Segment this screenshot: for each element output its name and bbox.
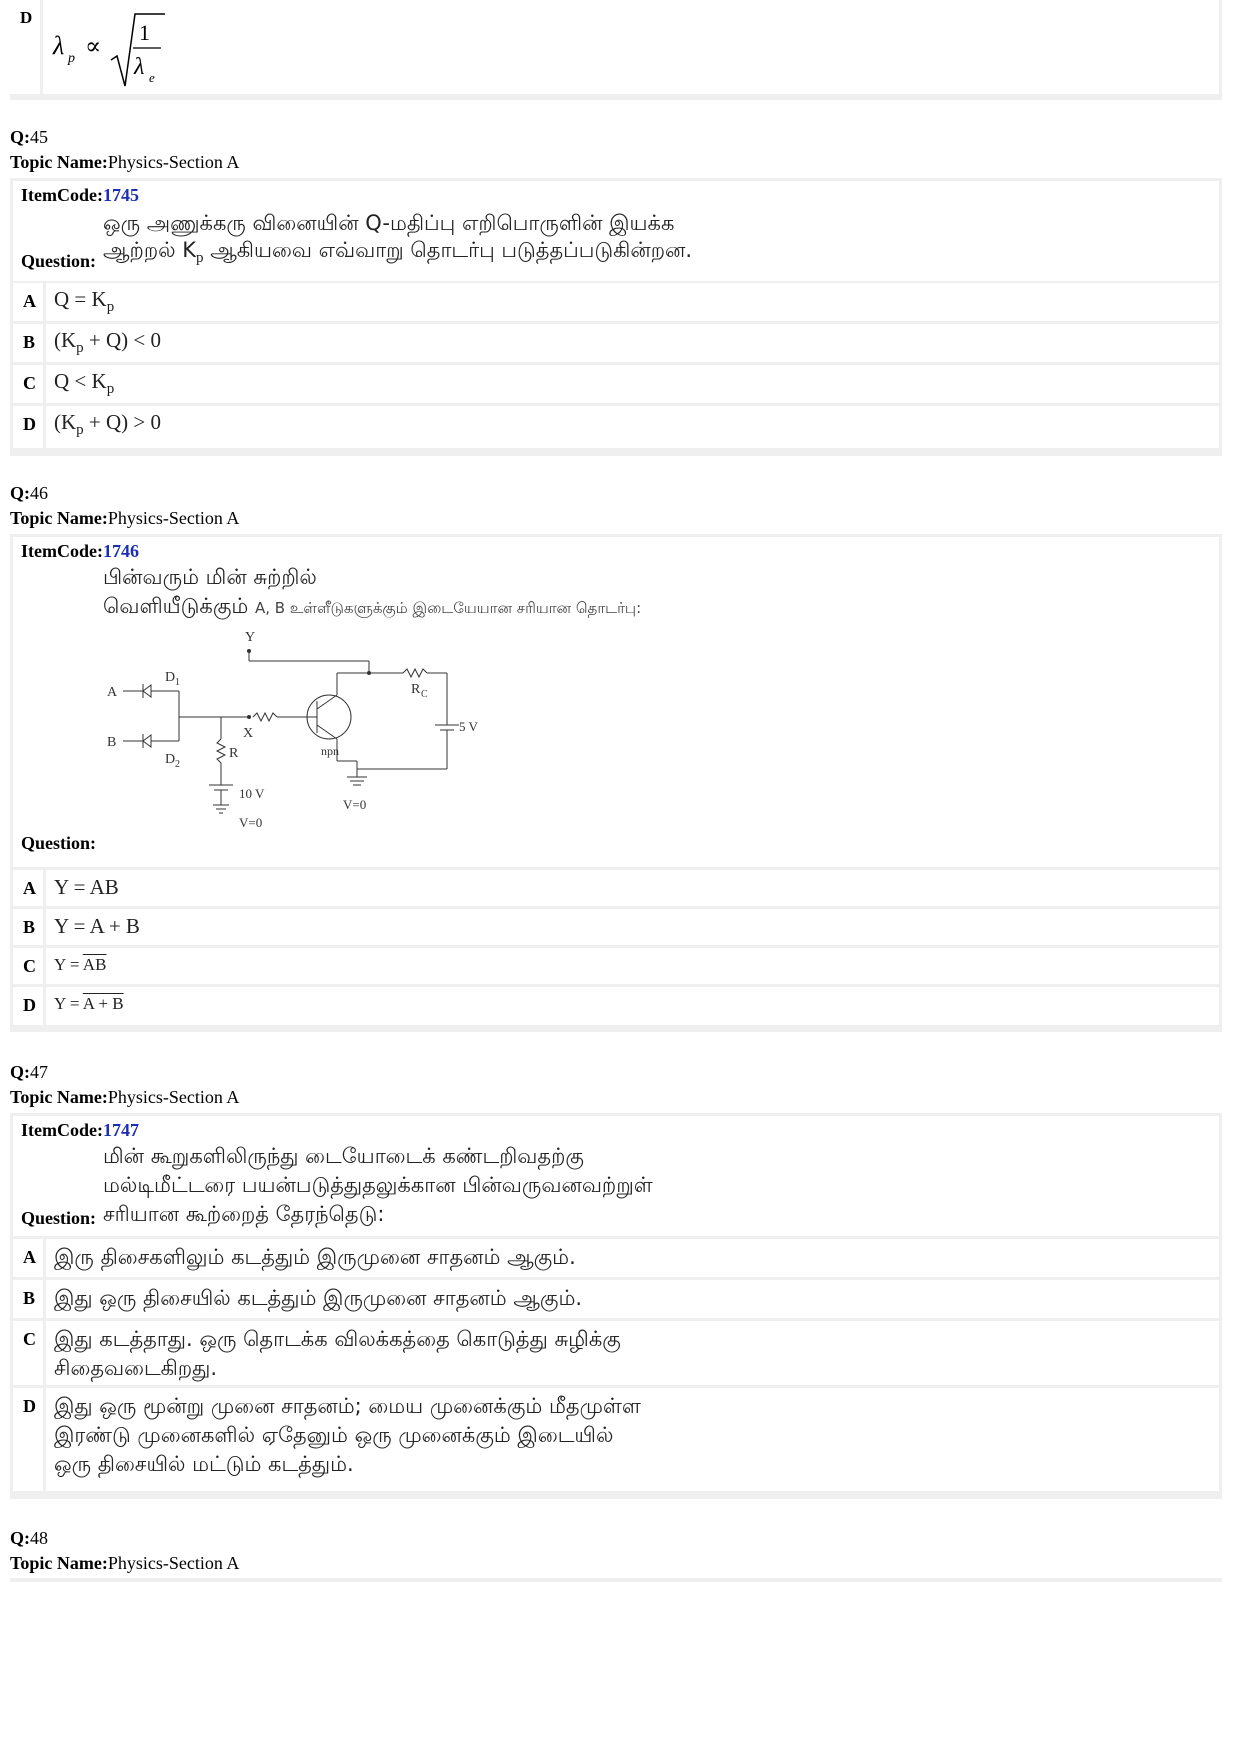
svg-text:D: D [165, 752, 176, 767]
lambda-e: λ [134, 54, 145, 80]
topic-label: Topic Name: [10, 152, 108, 172]
q47-header: Q:47 Topic Name:Physics-Section A [10, 1062, 240, 1107]
question-text: மின் கூறுகளிலிருந்து டையோடைக் கண்டறிவதற்கு மல்டிமீட்டரை பயன்படுத்துதலுக்கான பின்வருவனவற்றுள் சரியான கூற்றைத் தேரந்தெடு: [103, 1144, 653, 1226]
circuit-diagram [103, 627, 523, 847]
lambda-e-sub: e [149, 70, 155, 85]
svg-text:A: A [107, 685, 118, 700]
q46-option-c[interactable]: C $Y = \overline{AB}$ [10, 948, 1222, 984]
question-label: Question: [21, 1208, 97, 1228]
previous-question-option-d [10, 0, 1222, 100]
proportional-formula [51, 2, 191, 92]
q45-option-b[interactable]: B $(K_p + Q) < 0$ [10, 324, 1222, 362]
svg-text:X: X [243, 726, 254, 741]
q47-option-b[interactable]: B இது ஒரு திசையில் கடத்தும் இருமுனை சாதனம் ஆகும். [10, 1280, 1222, 1318]
q45-header [10, 125, 239, 175]
q45-option-a[interactable]: A $Q = K_p$ [10, 283, 1222, 321]
q48-box-top [10, 1578, 1222, 1582]
svg-text:npn: npn [321, 744, 339, 758]
q47-option-a[interactable]: A இரு திசைகளிலும் கடத்தும் இருமுனை சாதனம் ஆகும். [10, 1239, 1222, 1277]
svg-text:C: C [421, 689, 428, 700]
svg-text:B: B [107, 735, 117, 750]
lambda-p-sub: p [68, 51, 75, 66]
svg-text:V=0: V=0 [239, 815, 263, 830]
proportional-symbol: ∝ [85, 32, 102, 60]
question-label: Question: [21, 833, 97, 853]
q47-option-c[interactable]: C இது கடத்தாது. ஒரு தொடக்க விலக்கத்தை கொடுத்து சுழிக்கு சிதைவடைகிறது. [10, 1321, 1222, 1385]
q46-option-d[interactable]: D Y = A + B [10, 987, 1222, 1025]
q47-option-d[interactable]: D இது ஒரு மூன்று முனை சாதனம்; மைய முனைக்கும் மீதமுள்ள இரண்டு முனைகளில் ஏதேனும் ஒரு முனைக்கும் இடையில் ஒரு திசையில் மட்டும் கடத்தும். [10, 1388, 1222, 1491]
question-text: ஒரு அணுக்கரு வினையின் Q-மதிப்பு எறிபொருளின் இயக்க [103, 211, 675, 235]
q45-option-d[interactable]: D $(K_p + Q) > 0$ [10, 406, 1222, 448]
question-text-line2: ஆற்றல் $K_p$ ஆகியவை எவ்வாறு தொடர்பு படுத்தப்படுகின்றன. [103, 238, 693, 267]
q47-box [10, 1113, 1222, 1499]
y-terminal [247, 649, 251, 653]
numerator: 1 [139, 20, 150, 45]
question-text: பின்வரும் மின் சுற்றில் வெளியீடுக்கும் A, B உள்ளீடுகளுக்கும் இடையேயான சரியான தொடர்பு: [103, 565, 642, 618]
q-number: 45 [30, 127, 48, 147]
x-node [247, 715, 251, 719]
svg-text:R: R [229, 746, 239, 761]
q-label: Q: [10, 127, 30, 147]
question-label: Question: [21, 251, 97, 271]
svg-text:R: R [411, 682, 421, 697]
itemcode: ItemCode:1745 [21, 185, 139, 205]
option-text [43, 0, 1219, 94]
itemcode-value: 1745 [102, 185, 139, 205]
collector-node [367, 671, 371, 675]
itemcode: ItemCode:1747 [21, 1120, 139, 1140]
lambda-p: λ [53, 31, 65, 60]
svg-text:Y: Y [245, 630, 256, 645]
q46-option-a[interactable]: A Y = AB [10, 870, 1222, 906]
svg-text:1: 1 [175, 677, 180, 688]
q46-question-cell [13, 537, 1219, 867]
topic-name: Physics-Section A [107, 152, 240, 172]
q46-header: Q:46 Topic Name:Physics-Section A [10, 483, 240, 528]
q45-question-cell [13, 181, 1219, 281]
svg-text:2: 2 [175, 759, 180, 770]
q45-option-c[interactable]: C $Q < K_p$ [10, 365, 1222, 403]
q46-option-b[interactable]: B Y = A + B [10, 909, 1222, 945]
svg-text:V=0: V=0 [343, 797, 367, 812]
option-letter: D [10, 0, 40, 94]
svg-text:10 V: 10 V [239, 786, 265, 801]
svg-text:5 V: 5 V [459, 719, 478, 734]
q47-question-cell [13, 1116, 1219, 1236]
q48-header: Q:48 Topic Name:Physics-Section A [10, 1528, 240, 1573]
svg-text:D: D [165, 670, 176, 685]
itemcode: ItemCode:1746 [21, 541, 139, 561]
q46-box [10, 534, 1222, 1032]
q45-box [10, 178, 1222, 456]
